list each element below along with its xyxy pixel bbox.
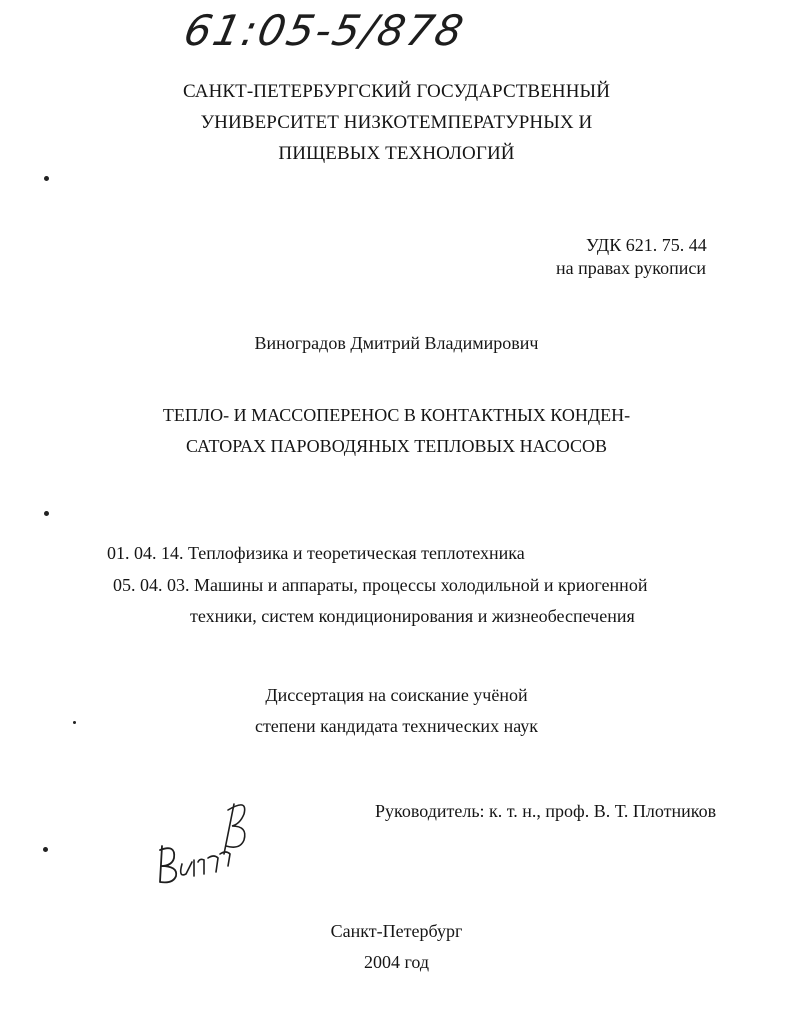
university-line-2: УНИВЕРСИТЕТ НИЗКОТЕМПЕРАТУРНЫХ И — [200, 112, 593, 133]
degree-line-1: Диссертация на соискание учёной — [265, 685, 528, 705]
manuscript-rights-note: на правах рукописи — [556, 258, 706, 278]
title-line-1: ТЕПЛО- И МАССОПЕРЕНОС В КОНТАКТНЫХ КОНДЕН- — [162, 405, 631, 425]
specialty-1: 01. 04. 14. Теплофизика и теоретическая теплотехника — [107, 543, 525, 563]
city: Санкт-Петербург — [330, 921, 463, 941]
degree-line-2: степени кандидата технических наук — [254, 716, 539, 736]
university-name — [0, 76, 793, 169]
specialty-2: 05. 04. 03. Машины и аппараты, процессы холодильной и криогенной — [113, 575, 648, 595]
handwritten-archive-number: 61:05-5/878 — [179, 6, 470, 55]
author-name: Виноградов Дмитрий Владимирович — [254, 333, 539, 353]
margin-dot-mark — [73, 721, 76, 724]
university-line-3: ПИЩЕВЫХ ТЕХНОЛОГИЙ — [278, 143, 515, 164]
year: 2004 год — [363, 952, 430, 972]
handwritten-signature — [148, 796, 258, 888]
udk-code: УДК 621. 75. 44 — [586, 235, 707, 255]
dissertation-degree-note — [0, 680, 793, 742]
margin-dot-mark — [44, 511, 49, 516]
specialty-2-continuation: техники, систем кондиционирования и жизнеобеспечения — [190, 606, 635, 626]
supervisor: Руководитель: к. т. н., проф. В. Т. Плотников — [375, 801, 717, 821]
place-and-year — [0, 916, 793, 978]
margin-dot-mark — [44, 176, 49, 181]
title-line-2: САТОРАХ ПАРОВОДЯНЫХ ТЕПЛОВЫХ НАСОСОВ — [185, 436, 608, 456]
dissertation-title — [0, 400, 793, 462]
margin-dot-mark — [43, 847, 48, 852]
university-line-1: САНКТ-ПЕТЕРБУРГСКИЙ ГОСУДАРСТВЕННЫЙ — [182, 81, 611, 102]
